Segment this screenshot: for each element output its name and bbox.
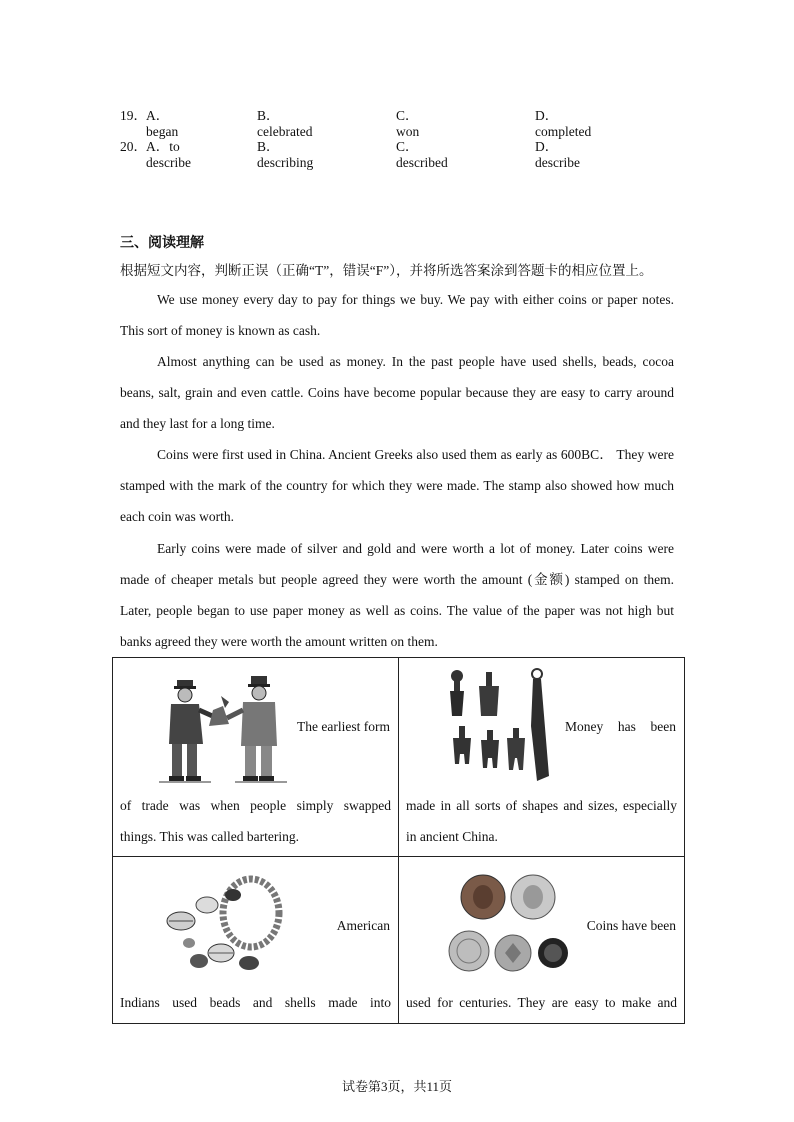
ancient-chinese-coins-icon: [445, 666, 555, 786]
section-title: 三、阅读理解: [120, 236, 204, 251]
passage-paragraph-3: Coins were first used in China. Ancient Greeks also used them as early as 600BC． They were stamped with the mark of the country for which they were made. The stamp also showed how much each coin was worth.: [120, 447, 674, 524]
cell-shapes-lead: Money has been: [565, 719, 676, 734]
modern-coins-icon: [445, 867, 575, 979]
q20-option-a: A．to describe: [146, 139, 191, 170]
facts-table: [112, 657, 685, 1024]
section-instruction: 根据短文内容，判断正误（正确“T”，错误“F”），并将所选答案涂到答题卡的相应位置上。: [120, 263, 653, 278]
bartering-men-icon: [159, 666, 289, 788]
q19-option-a: 19．: [120, 108, 147, 123]
q20-number: 20．: [120, 139, 147, 154]
q19-option-d: D．completed: [535, 108, 592, 139]
cell-coins-body: used for centuries. They are easy to make and: [406, 995, 677, 1010]
table-cell-coins: [399, 857, 685, 1024]
page-footer: 试卷第3页，共11页: [341, 1079, 453, 1094]
cell-coins-lead: Coins have been: [586, 918, 676, 933]
q19-option-a-text: A．began: [146, 108, 179, 139]
table-cell-shapes: [399, 658, 685, 857]
passage-paragraph-1: We use money every day to pay for things we buy. We pay with either coins or paper notes. This sort of money is known as cash.: [120, 292, 674, 338]
table-cell-bartering: [113, 658, 399, 857]
cell-beads-lead: American: [336, 918, 390, 933]
cell-beads-body: Indians used beads and shells made into: [120, 995, 391, 1010]
passage-paragraph-4: Early coins were made of silver and gold and were worth a lot of money. Later coins were made of cheaper metals but people agreed they were worth the amount (金额) stamped on them. Later, people began to use paper money as well as coins. The value of the paper was not high but banks agreed they were worth the amount written on them.: [120, 541, 674, 649]
cell-bartering-body: of trade was when people simply swapped things. This was called bartering.: [120, 798, 391, 844]
cell-shapes-body: made in all sorts of shapes and sizes, especially in ancient China.: [406, 798, 677, 844]
q20-option-c: C．described: [396, 139, 448, 170]
q20-option-b: B．describing: [257, 139, 314, 170]
q19-option-b: B．celebrated: [257, 108, 313, 139]
q19-option-c: C．won: [396, 108, 420, 139]
cell-bartering-lead: The earliest form: [297, 719, 390, 734]
q20-option-d: D．describe: [535, 139, 580, 170]
passage-paragraph-2: Almost anything can be used as money. In the past people have used shells, beads, cocoa beans, salt, grain and even cattle. Coins have become popular because they are easy to carry around and they last for a long time.: [120, 354, 674, 431]
table-cell-beads: [113, 857, 399, 1024]
beads-and-shells-icon: [159, 873, 289, 979]
